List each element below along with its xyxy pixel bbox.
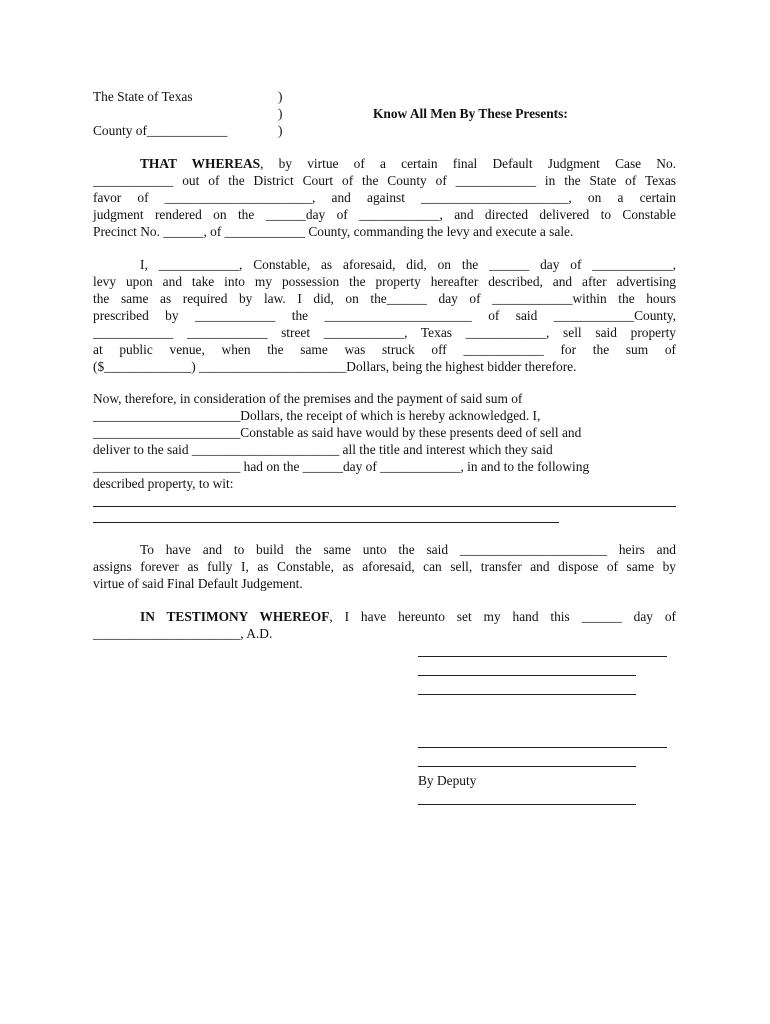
consideration-paragraph [93, 390, 676, 492]
state-line: The State of Texas [93, 89, 193, 104]
paragraph-line: ($_____________) ______________________Dollars, being the highest bidder therefore. [93, 359, 577, 374]
paragraph-line: judgment rendered on the ______day of ____________, and directed delivered to Constable [93, 207, 676, 222]
signature-line [418, 747, 667, 748]
paragraph-line: To have and to build the same unto the said ______________________ heirs and [140, 542, 676, 557]
levy-paragraph [93, 256, 676, 375]
signature-line [418, 656, 667, 657]
paragraph-line: at public venue, when the same was struck off ____________ for the sum of [93, 342, 676, 357]
property-description-line [93, 522, 559, 523]
habendum-paragraph [93, 541, 676, 592]
signature-line [418, 766, 636, 767]
caption-paren: ) [278, 89, 283, 104]
paragraph-line: Precinct No. ______, of ____________ County, commanding the levy and execute a sale. [93, 224, 574, 239]
paragraph-line: favor of ______________________, and against ______________________, on a certain [93, 190, 676, 205]
property-description-line [93, 506, 676, 507]
document-heading: Know All Men By These Presents: [373, 106, 568, 121]
testimony-lead: IN TESTIMONY WHEREOF [140, 609, 330, 624]
paragraph-line: ____________ ____________ street ____________, Texas ____________, sell said property [93, 325, 676, 340]
paragraph-line: prescribed by ____________ the ______________________ of said ____________County, [93, 308, 676, 323]
whereas-lead: THAT WHEREAS [140, 156, 261, 171]
paragraph-line: the same as required by law. I did, on the______ day of ____________within the hours [93, 291, 676, 306]
paragraph-line: THAT WHEREAS, by virtue of a certain final Default Judgment Case No. [140, 156, 676, 171]
caption-paren: ) [278, 106, 283, 121]
signature-line [418, 675, 636, 676]
paragraph-line: described property, to wit: [93, 476, 234, 491]
paragraph-line: virtue of said Final Default Judgement. [93, 576, 303, 591]
testimony-paragraph [93, 608, 676, 642]
county-line: County of____________ [93, 123, 228, 138]
paragraph-line: deliver to the said ______________________ all the title and interest which they said [93, 442, 553, 457]
paragraph-line: IN TESTIMONY WHEREOF, I have hereunto set my hand this ______ day of [140, 609, 676, 624]
paragraph-line: ______________________Constable as said have would by these presents deed of sell and [93, 425, 582, 440]
caption-paren: ) [278, 123, 283, 138]
whereas-paragraph [93, 155, 676, 240]
deputy-signature-line [418, 804, 636, 805]
by-deputy-label: By Deputy [418, 773, 477, 788]
signature-line [418, 694, 636, 695]
paragraph-line: levy upon and take into my possession the property hereafter described, and after advertising [93, 274, 676, 289]
paragraph-line: I, ____________, Constable, as aforesaid, did, on the ______ day of ____________, [140, 257, 676, 272]
paragraph-line: ______________________, A.D. [93, 626, 273, 641]
paragraph-line: Now, therefore, in consideration of the premises and the payment of said sum of [93, 391, 523, 406]
paragraph-line: ______________________Dollars, the receipt of which is hereby acknowledged. I, [93, 408, 541, 423]
paragraph-line: ____________ out of the District Court of the County of ____________ in the State of Texas [93, 173, 676, 188]
paragraph-line: ______________________ had on the ______day of ____________, in and to the following [93, 459, 590, 474]
paragraph-line: assigns forever as fully I, as Constable, as aforesaid, can sell, transfer and dispose of same by [93, 559, 676, 574]
